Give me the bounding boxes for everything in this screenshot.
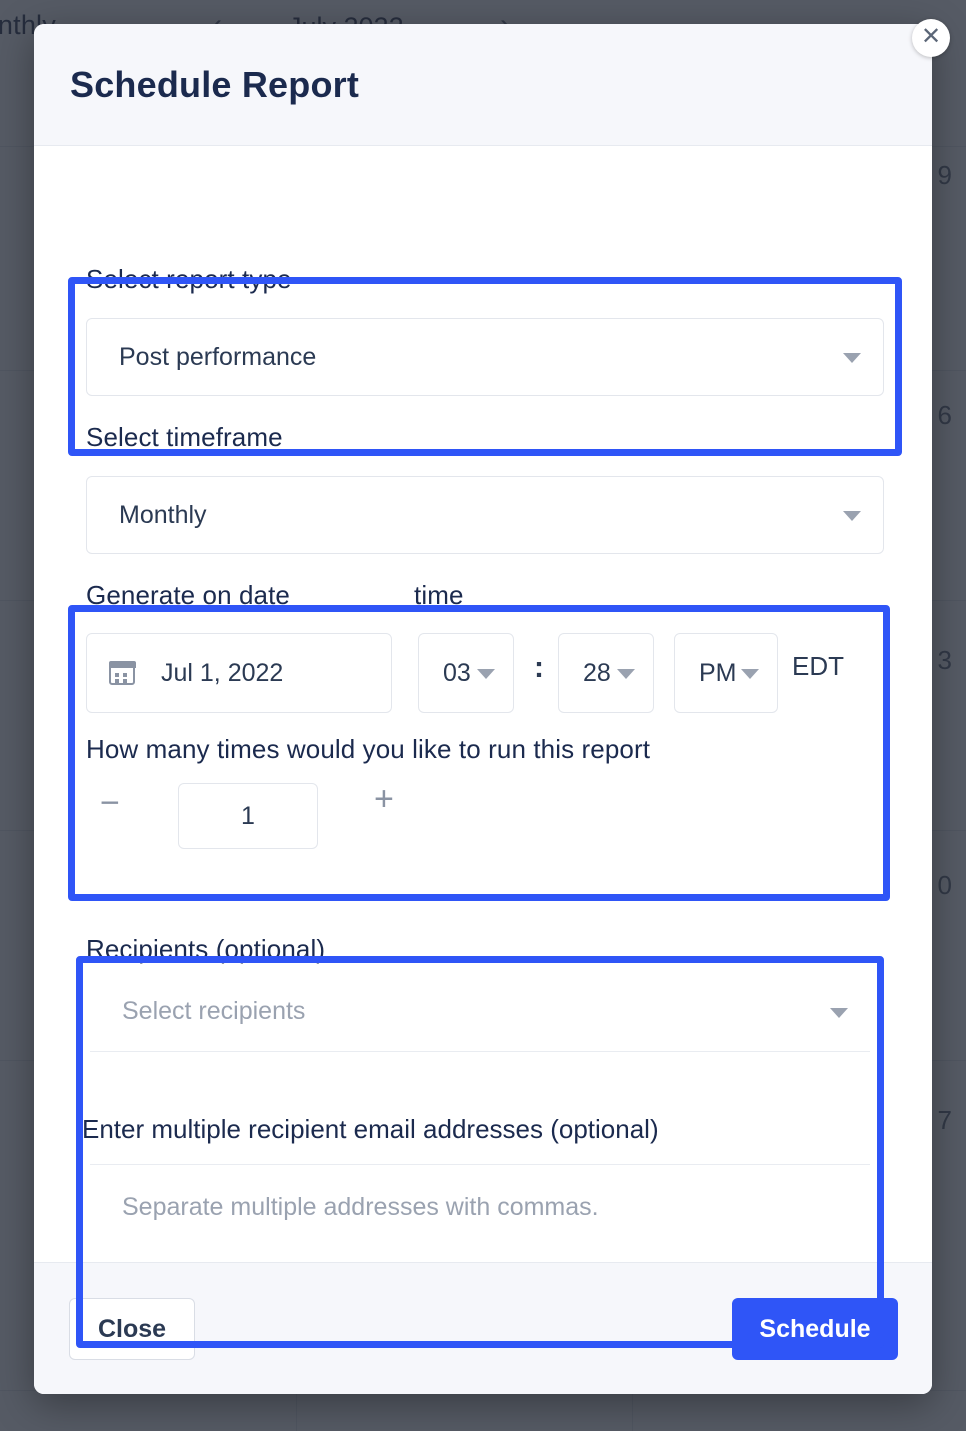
emails-label: Enter multiple recipient email addresses (optional)	[82, 1114, 659, 1144]
chevron-down-icon	[617, 669, 635, 679]
timeframe-value: Monthly	[119, 500, 207, 529]
close-button[interactable]: Close	[69, 1298, 195, 1360]
report-type-value: Post performance	[119, 342, 317, 371]
page-title: Schedule Report	[70, 63, 360, 105]
generate-date-input[interactable]	[86, 633, 392, 713]
calendar-icon	[109, 661, 135, 685]
minute-value: 28	[583, 658, 611, 687]
time-separator: :	[534, 651, 544, 684]
timeframe-select[interactable]	[86, 476, 884, 554]
meridiem-select[interactable]	[674, 633, 778, 713]
close-icon[interactable]: ✕	[912, 19, 950, 57]
chevron-down-icon	[741, 669, 759, 679]
hour-value: 03	[443, 658, 471, 687]
timeframe-label: Select timeframe	[86, 422, 283, 452]
chevron-down-icon	[830, 1008, 848, 1018]
minus-icon[interactable]: −	[100, 784, 120, 822]
hour-select[interactable]	[418, 633, 514, 713]
plus-icon[interactable]: +	[374, 780, 394, 818]
chevron-down-icon	[477, 669, 495, 679]
meridiem-value: PM	[699, 658, 737, 687]
chevron-down-icon	[843, 511, 861, 521]
report-type-label: Select report type	[86, 264, 292, 294]
generate-time-label: time	[414, 580, 464, 610]
run-count-input[interactable]	[178, 783, 318, 849]
schedule-button[interactable]: Schedule	[732, 1298, 898, 1360]
recipients-label: Recipients (optional)	[86, 934, 326, 964]
dialog-body	[34, 146, 932, 1263]
generate-date-value: Jul 1, 2022	[161, 658, 284, 687]
minute-select[interactable]	[558, 633, 654, 713]
recipients-placeholder: Select recipients	[122, 997, 306, 1025]
run-count-label: How many times would you like to run this report	[86, 734, 651, 764]
dialog-footer	[34, 1262, 932, 1394]
report-type-select[interactable]	[86, 318, 884, 396]
recipients-select[interactable]	[90, 972, 870, 1052]
dialog-header	[34, 24, 932, 146]
chevron-down-icon	[843, 353, 861, 363]
schedule-report-dialog	[34, 24, 932, 1394]
timezone-label: EDT	[792, 651, 844, 681]
generate-date-label: Generate on date	[86, 580, 290, 610]
